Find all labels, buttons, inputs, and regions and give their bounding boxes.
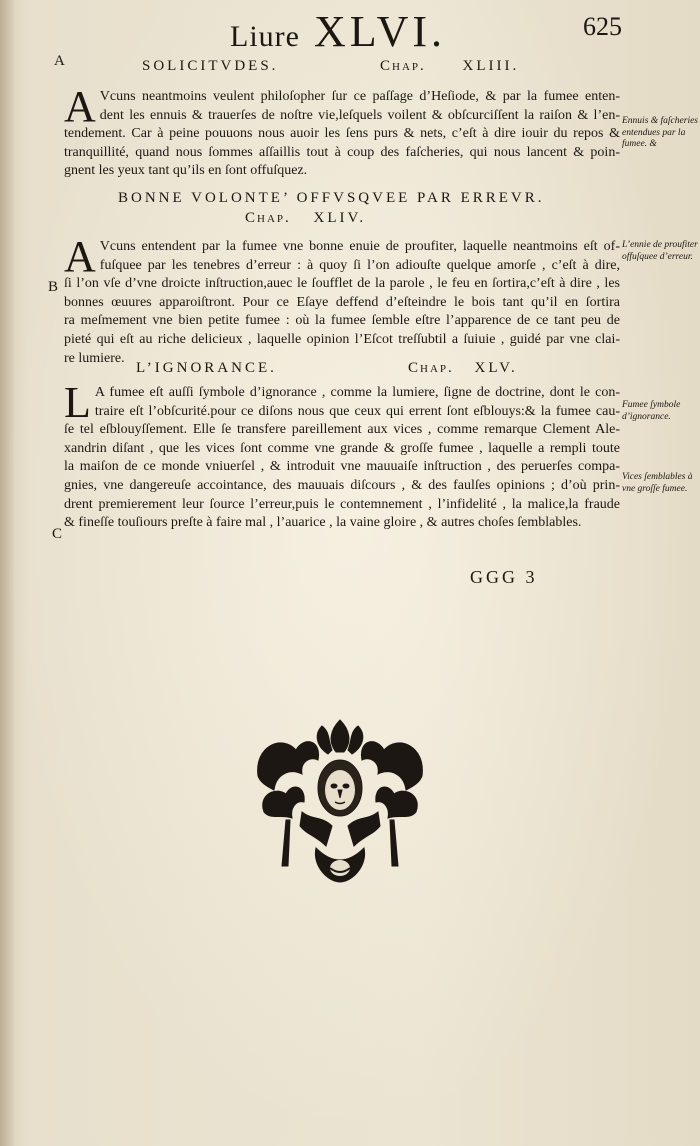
section-body-1 <box>64 82 620 181</box>
text-line: ra meſmement vne bien petite fumee : où la fumee ſemble eſtre l’apparence de ce tant peu de <box>64 313 620 329</box>
margin-note-3: Fumee ſymbole d’ignorance. <box>622 400 681 422</box>
tailpiece-ornament <box>252 716 428 888</box>
margin-note-1: Ennuis & faſcheries entendues par la fumee. & <box>622 116 698 149</box>
ornament-graphic <box>252 716 428 888</box>
text-line: ſi l’on vſe d’vne droicte inſtruction,auec le ſoufflet de la parole , le feu en ſortira,c’eſt à dire , les <box>64 276 620 292</box>
text-line: tendement. Car à peine pouuons nous auoir les ſens purs & nets, c’eſt à dire iouir du repos & <box>64 126 620 142</box>
section-heading-1 <box>142 58 278 75</box>
text-line: tranquillité, quand nous ſommes aſſaillis tout à coup des faſcheries, qui nous lancent & poin- <box>64 144 620 160</box>
margin-note-2: L’ennie de proufiter offuſquee d’erreur. <box>622 240 698 262</box>
chapter-number: XLV. <box>474 360 518 376</box>
text-line: gnent les yeux tant qu’ils en ſont offuſquez. <box>64 163 308 179</box>
drop-capital: A <box>64 82 96 131</box>
drop-capital: A <box>64 232 96 281</box>
folio-number: 625 <box>583 12 622 41</box>
section-heading-2: BONNE VOLONTE’ OFFVSQVEE PAR ERREVR. <box>118 190 545 206</box>
book-number: XLVI. <box>313 7 447 56</box>
heading-title: SOLICITVDES. <box>142 58 279 74</box>
running-head <box>230 6 446 57</box>
drop-capital: L <box>64 378 91 427</box>
chapter-number: XLIV. <box>313 210 367 226</box>
margin-letter-b: B <box>48 279 59 295</box>
text-line: re lumiere. <box>64 350 125 366</box>
text-line: gnies, vne dangereuſe accointance, des mauuais diſcours , & des faulſes opinions ; d’où prin- <box>64 477 620 493</box>
running-title: Liure <box>230 20 300 53</box>
section-body-3 <box>64 378 620 533</box>
text-line: bonnes œuures apparoiſtront. Pour ce Eſaye deffend d’eſteindre le bois tant qu’il en ſortira <box>64 294 620 310</box>
chapter-word: Chap. <box>408 360 454 376</box>
margin-letter-c: C <box>52 526 63 542</box>
chapter-number: XLIII. <box>462 58 520 74</box>
text-line: & fineſſe touſiours preſte à faire mal , l’auarice , la vaine gloire , & autres choſes ſemblables. <box>64 515 582 531</box>
chapter-label-2 <box>245 210 366 227</box>
text-line: drent premierement leur ſource l’erreur,puis le contemnement , l’infidelité , la malice,la fraude <box>64 496 620 512</box>
text-line: fuſquee par les tenebres d’erreur : à quoy ſi l’on adiouſte quelque amorſe , c’eſt à dire, <box>99 257 620 273</box>
text-line: xandrin diſant , que les vices ſont comme vne grande & groſſe fumee , laquelle a rempli toute <box>64 440 620 456</box>
text-line: Vcuns neantmoins veulent philoſopher ſur ce paſſage d’Heſiode, & par la fumee enten- <box>99 89 620 104</box>
chapter-word: Chap. <box>245 210 291 226</box>
section-body-2 <box>64 232 620 368</box>
text-line: ſe tel eſblouyſſement. Elle ſe transfere pareillement aux vices , comme remarque Clement Ale- <box>64 422 620 438</box>
signature-mark: GGG 3 <box>470 567 538 587</box>
text-line: A fumee eſt auſſi ſymbole d’ignorance , comme la lumiere, ſigne de doctrine, dont le con- <box>94 385 620 400</box>
chapter-label-1 <box>380 58 519 75</box>
margin-note-4: Vices ſemblables à vne groſſe fumee. <box>622 472 693 494</box>
text-line: pieté qui eſt au riche delicieux , laquelle opinion l’Eſcot treſſubtil a ſuiuie , guidé par vne clai- <box>64 331 620 347</box>
text-line: dent les ennuis & trauerſes de noſtre vie,leſquels voilent & obſcurciſſent la raiſon & l’en- <box>99 107 620 123</box>
text-line: la maiſon de ce monde vniuerſel , & introduit vne mauuaiſe inſtruction , des peruerſes compa- <box>64 459 620 475</box>
section-heading-3: L’IGNORANCE. <box>136 360 277 376</box>
margin-letter-a: A <box>54 53 65 69</box>
text-line: Vcuns entendent par la fumee vne bonne enuie de proufiter, laquelle neantmoins eſt of- <box>99 239 620 254</box>
chapter-word: Chap. <box>380 58 426 74</box>
text-line: traire eſt l’obſcurité.pour ce diſons nous que ceux qui errent ſont eſblouys:& la fumee cau- <box>94 403 620 419</box>
chapter-label-3 <box>408 360 518 377</box>
page-gutter <box>0 0 14 1146</box>
